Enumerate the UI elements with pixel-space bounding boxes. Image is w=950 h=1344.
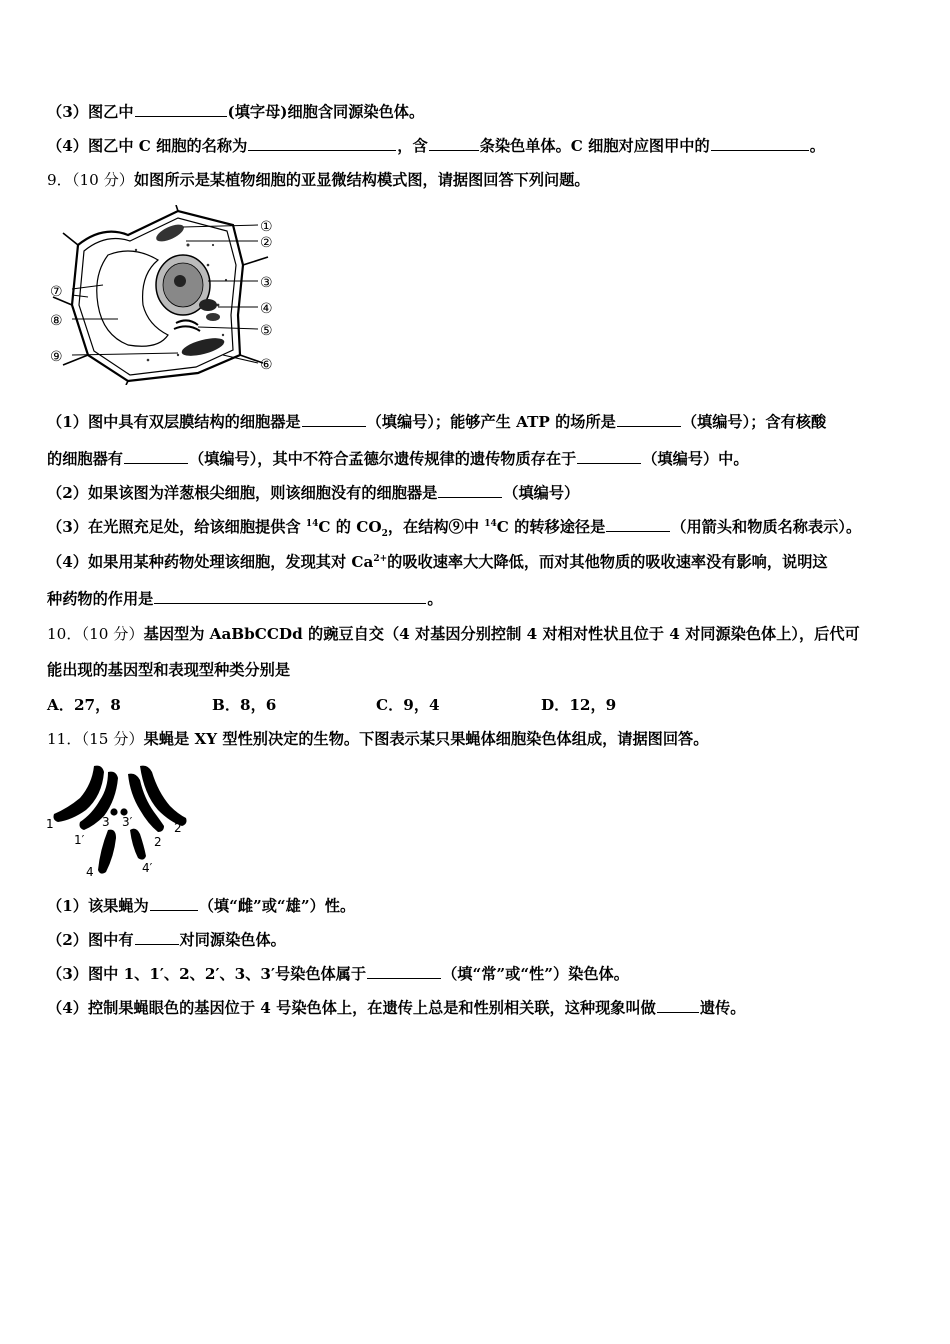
option-c[interactable]: C．9，4: [376, 696, 440, 714]
answer-blank[interactable]: [154, 589, 426, 604]
answer-blank[interactable]: [606, 517, 670, 532]
label-3: ③: [260, 275, 273, 291]
answer-blank[interactable]: [429, 136, 479, 151]
option-d[interactable]: D．12，9: [541, 696, 617, 714]
label-5: ⑤: [260, 323, 273, 339]
chrom-label-4p: 4′: [142, 861, 153, 875]
answer-blank[interactable]: [657, 998, 699, 1013]
q9-part3: （3）在光照充足处，给该细胞提供含 $^{14}$C 的 $CO_2$，在结构⑨中 $^{14}$C 的转移途径是 （用箭头和物质名称表示）。: [47, 518, 862, 540]
q10-stem-line2: 能出现的基因型和表现型种类分别是: [47, 661, 290, 679]
q9-stem: 9．（10 分）如图所示是某植物细胞的亚显微结构模式图，请据图回答下列问题。: [47, 171, 590, 189]
chloroplast: [154, 221, 186, 245]
label-2: ②: [260, 235, 273, 251]
fruitfly-chromosome-diagram: [46, 760, 196, 880]
chromosome-4-prime: [130, 829, 146, 860]
q9-part1-line1: （1）图中具有双层膜结构的细胞器是 （填编号）；能够产生 ATP 的场所是 （填编号）；含有核酸: [47, 413, 827, 431]
q11-part4: （4）控制果蝇眼色的基因位于 4 号染色体上，在遗传上总是和性别相关联，这种现象叫做 遗传。: [47, 999, 746, 1017]
label-1: ①: [260, 219, 273, 235]
q11-stem: 11．（15 分）果蝇是 XY 型性别决定的生物。下图表示某只果蝇体细胞染色体组成，请据图回答。: [47, 730, 709, 748]
answer-blank[interactable]: [577, 449, 641, 464]
q9-part4-line2: 种药物的作用是 。: [47, 590, 443, 608]
answer-blank[interactable]: [302, 412, 366, 427]
chrom-label-4: 4: [86, 865, 94, 879]
q9-part2: （2）如果该图为洋葱根尖细胞，则该细胞没有的细胞器是 （填编号）: [47, 484, 580, 502]
label-8: ⑧: [50, 313, 63, 329]
chrom-label-1p: 1′: [74, 833, 85, 847]
answer-blank[interactable]: [438, 483, 502, 498]
chrom-label-3: 3: [102, 815, 110, 829]
q9-part4-line1: （4）如果用某种药物处理该细胞，发现其对 $Ca^{2+}$的吸收速率大大降低，而对其他物质的吸收速率没有影响，说明这: [47, 553, 828, 571]
option-a[interactable]: A．27，8: [47, 696, 121, 714]
chrom-label-3p: 3′: [122, 815, 133, 829]
q10-stem-line1: 10．（10 分）基因型为 AaBbCCDd 的豌豆自交（4 对基因分别控制 4 对相对性状且位于 4 对同源染色体上），后代可: [47, 625, 860, 643]
chrom-label-2: 2: [154, 835, 162, 849]
chromosome-4: [98, 830, 116, 874]
q11-part2: （2）图中有 对同源染色体。: [47, 931, 286, 949]
answer-blank[interactable]: [135, 930, 179, 945]
answer-blank[interactable]: [135, 102, 227, 117]
label-9: ⑨: [50, 349, 63, 365]
answer-blank[interactable]: [124, 449, 188, 464]
mitochondrion: [199, 299, 217, 311]
q9-part1-line2: 的细胞器有 （填编号），其中不符合孟德尔遗传规律的遗传物质存在于 （填编号）中。: [47, 450, 749, 468]
answer-blank[interactable]: [150, 896, 198, 911]
vacuole: [97, 251, 168, 346]
chromosome-3: [110, 808, 117, 815]
q11-part1: （1）该果蝇为 （填“雌”或“雄”）性。: [47, 897, 356, 915]
q8-part3: （3）图乙中 (填字母)细胞含同源染色体。: [47, 103, 425, 121]
chrom-label-1: 1: [46, 817, 54, 831]
answer-blank[interactable]: [617, 412, 681, 427]
plant-cell-diagram: [48, 205, 288, 385]
answer-blank[interactable]: [711, 136, 809, 151]
option-b[interactable]: B．8，6: [212, 696, 277, 714]
golgi: [174, 320, 200, 331]
q8-part4: （4）图乙中 C 细胞的名称为 ，含 条染色单体。C 细胞对应图甲中的 。: [47, 137, 825, 155]
q11-part3: （3）图中 1、1′、2、2′、3、3′号染色体属于 （填“常”或“性”）染色体。: [47, 965, 629, 983]
chrom-label-2p: 2′: [174, 821, 185, 835]
label-6: ⑥: [260, 357, 273, 373]
label-7: ⑦: [50, 284, 63, 300]
label-4: ④: [260, 301, 273, 317]
answer-blank[interactable]: [367, 964, 441, 979]
answer-blank[interactable]: [248, 136, 396, 151]
